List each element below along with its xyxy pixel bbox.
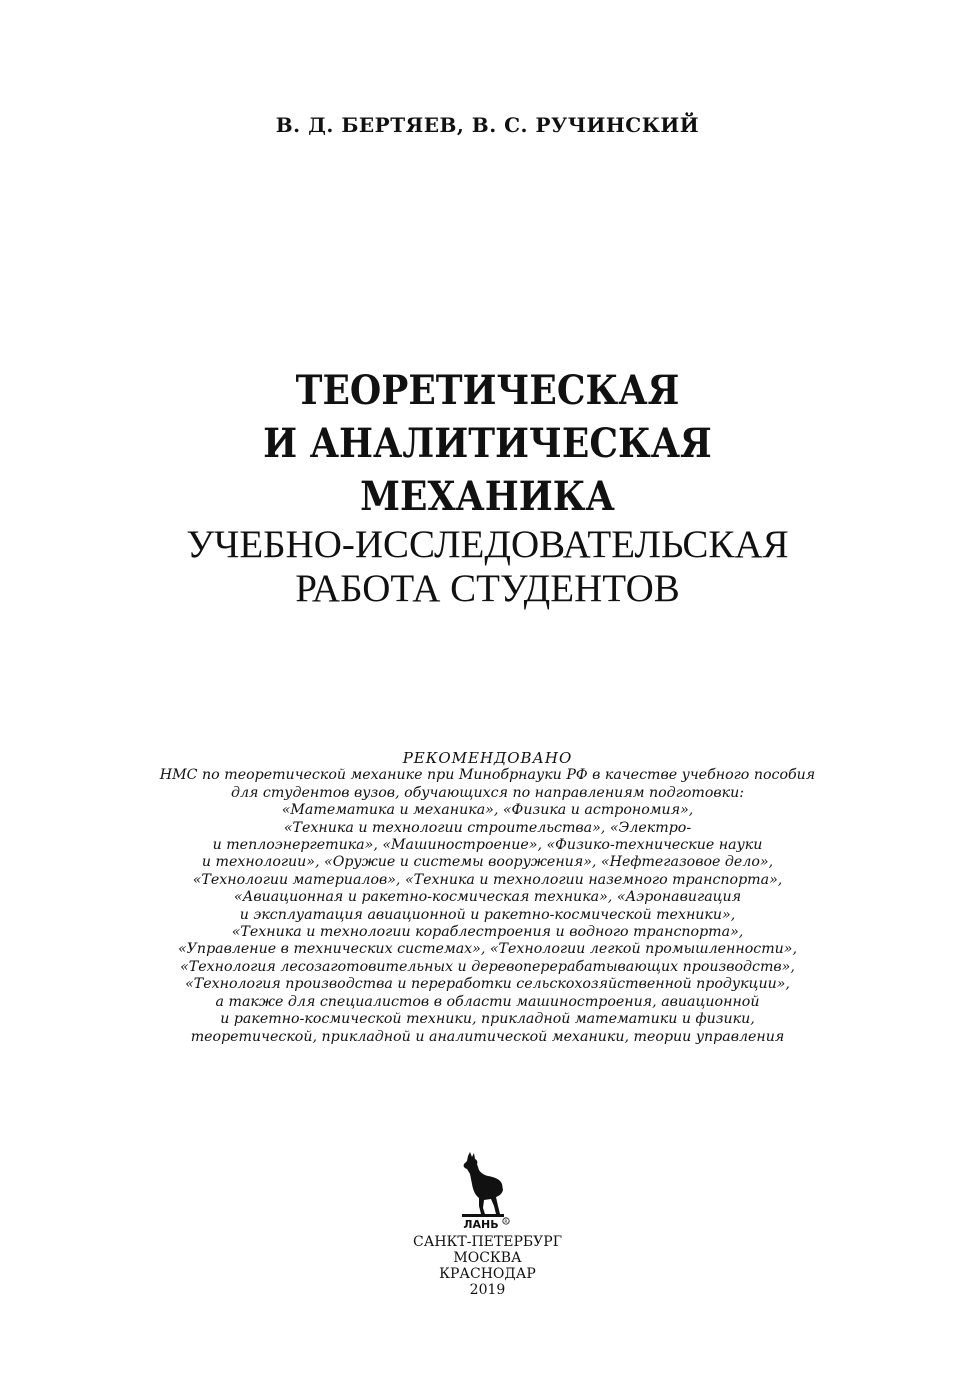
recommendation-line: а также для специалистов в области машиностроения, авиационной bbox=[215, 993, 760, 1010]
publisher-imprint bbox=[0, 1234, 975, 1298]
recommendation-line: и ракетно-космической техники, прикладной математики и физики, bbox=[220, 1011, 755, 1028]
svg-text:R: R bbox=[504, 1220, 508, 1225]
recommendation-line: «Авиационная и ракетно-космическая техника», «Аэронавигация bbox=[233, 889, 742, 906]
authors: В. Д. БЕРТЯЕВ, В. С. РУЧИНСКИЙ bbox=[275, 113, 700, 137]
title-line: ТЕОРЕТИЧЕСКАЯ bbox=[295, 367, 680, 414]
logo-text: ЛАНЬ bbox=[463, 1218, 499, 1230]
recommendation-block bbox=[0, 750, 975, 1046]
recommendation-line: и технологии», «Оружие и системы вооружения», «Нефтегазовое дело», bbox=[201, 854, 774, 871]
recommendation-line: «Технология лесозаготовительных и деревоперерабатывающих производств», bbox=[180, 958, 795, 975]
recommendation-line: теоретической, прикладной и аналитической механики, теории управления bbox=[190, 1028, 785, 1045]
title-line: И АНАЛИТИЧЕСКАЯ bbox=[263, 420, 712, 467]
book-title bbox=[0, 364, 975, 611]
title-line: МЕХАНИКА bbox=[360, 473, 615, 520]
recommendation-line: и теплоэнергетика», «Машиностроение», «Физико-технические науки bbox=[212, 837, 763, 854]
doe-logo-icon bbox=[454, 1150, 514, 1230]
recommendation-line: «Управление в технических системах», «Технологии легкой промышленности», bbox=[178, 941, 797, 958]
city-name: САНКТ-ПЕТЕРБУРГ bbox=[413, 1234, 562, 1250]
recommendation-line: и эксплуатация авиационной и ракетно-космической техники», bbox=[239, 906, 736, 923]
recommendation-line: «Математика и механика», «Физика и астрономия», bbox=[281, 802, 694, 819]
recommendation-line: «Техника и технологии строительства», «Электро- bbox=[283, 819, 692, 836]
subtitle-line: УЧЕБНО-ИССЛЕДОВАТЕЛЬСКАЯ bbox=[186, 523, 789, 566]
recommendation-line: НМС по теоретической механике при Минобрнауки РФ в качестве учебного пособия bbox=[159, 767, 816, 784]
city-name: МОСКВА bbox=[453, 1250, 522, 1266]
recommendation-line: «Технология производства и переработки сельскохозяйственной продукции», bbox=[185, 976, 790, 993]
recommendation-line: «Технологии материалов», «Техника и технологии наземного транспорта», bbox=[192, 871, 783, 888]
subtitle-line: РАБОТА СТУДЕНТОВ bbox=[295, 567, 680, 610]
recommendation-line: для студентов вузов, обучающихся по направлениям подготовки: bbox=[230, 784, 745, 801]
recommendation-line: «Техника и технологии кораблестроения и водного транспорта», bbox=[231, 924, 744, 941]
city-name: КРАСНОДАР bbox=[439, 1266, 536, 1282]
recommendation-heading: РЕКОМЕНДОВАНО bbox=[402, 749, 573, 767]
publication-year: 2019 bbox=[469, 1282, 506, 1298]
